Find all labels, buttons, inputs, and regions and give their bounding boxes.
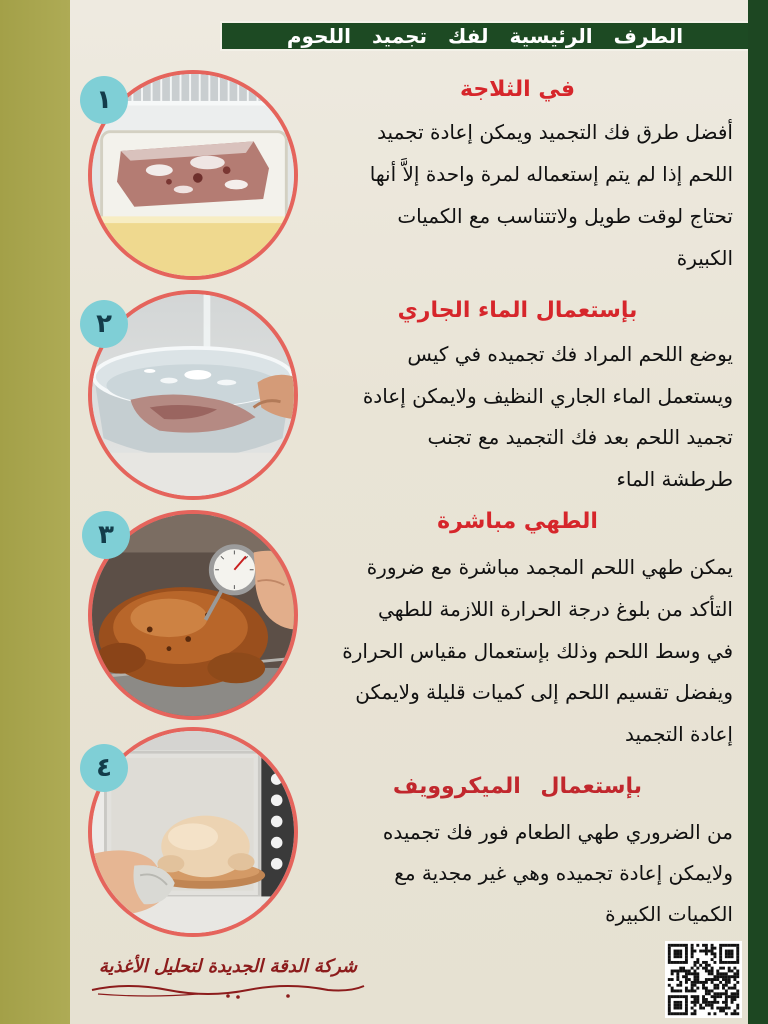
method-heading-running-water: بإستعمال الماء الجاري [397, 298, 638, 323]
step-number-badge: ٤ [80, 744, 128, 792]
method-heading-microwave: بإستعمال الميكروويف [392, 774, 643, 799]
step-number-badge: ٢ [80, 300, 128, 348]
description-line: أفضل طرق فك التجميد ويمكن إعادة تجميد [377, 120, 733, 144]
qr-code [665, 941, 742, 1018]
company-logo-text: شركة الدقة الجديدة لتحليل الأغذية [98, 956, 358, 977]
description-line: يمكن طهي اللحم المجمد مباشرة مع ضرورة [366, 555, 733, 579]
poster-title: الطرف الرئيسية لفك تجميد اللحوم [220, 21, 748, 51]
right-border-strip [748, 0, 768, 1024]
step-number-badge: ٣ [82, 511, 130, 559]
description-line: التأكد من بلوغ درجة الحرارة اللازمة للطهي [378, 596, 733, 621]
method-description-running-water [298, 334, 733, 500]
description-line: ولايمكن إعادة تجميده وهي غير مجدية مع [394, 861, 733, 885]
method-description-cook-directly [298, 547, 733, 756]
step-number-badge: ١ [80, 76, 128, 124]
logo-flourish [88, 978, 368, 1000]
description-line: تجميد اللحم بعد فك التجميد مع تجنب [427, 425, 733, 449]
description-line: طرطشة الماء [616, 466, 733, 491]
description-line: ويستعمل الماء الجاري النظيف ولايمكن إعادة [362, 383, 733, 408]
method-heading-cook-directly: الطهي مباشرة [437, 509, 598, 534]
company-logo [88, 952, 368, 1002]
description-line: من الضروري طهي الطعام فور فك تجميده [382, 820, 733, 844]
method-description-microwave [298, 812, 733, 935]
description-line: اللحم إذا لم يتم إستعماله لمرة واحدة إلاَّ أنها [369, 162, 733, 186]
description-line: الكميات الكبيرة [605, 902, 733, 926]
method-heading-fridge: في الثلاجة [459, 77, 575, 102]
left-border-strip [0, 0, 70, 1024]
description-line: في وسط اللحم وذلك بإستعمال مقياس الحرارة [342, 638, 733, 663]
method-description-fridge [298, 111, 733, 279]
description-line: يوضع اللحم المراد فك تجميده في كيس [407, 342, 733, 366]
description-line: ويفضل تقسيم اللحم إلى كميات قليلة ولايمكن [355, 680, 733, 705]
description-line: تحتاج لوقت طويل ولاتتناسب مع الكميات [397, 204, 733, 228]
description-line: إعادة التجميد [624, 722, 733, 746]
description-line: الكبيرة [676, 246, 733, 270]
